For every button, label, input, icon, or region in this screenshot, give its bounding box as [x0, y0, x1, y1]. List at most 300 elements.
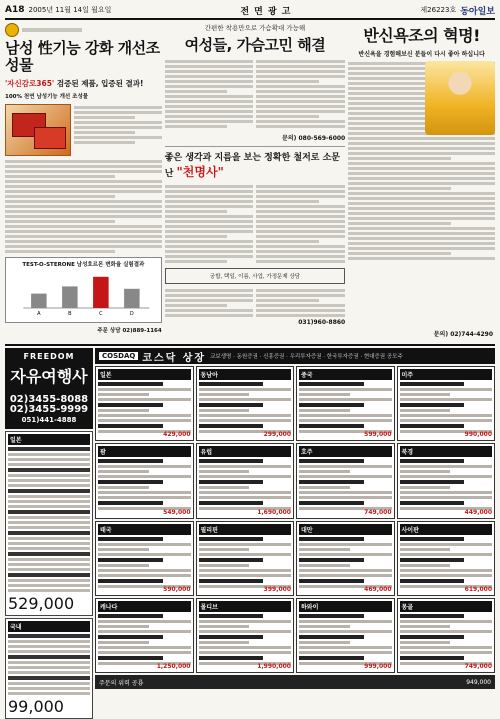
listing-text-line	[8, 671, 90, 674]
listing-region-header	[199, 369, 292, 380]
travel-listing-domestic	[5, 618, 93, 719]
travel-listing-cell	[296, 521, 395, 596]
ad1-product-name: '자신감로365'	[5, 79, 55, 88]
listing-text-line	[199, 553, 292, 556]
listing-text-line	[199, 630, 292, 633]
listing-text-line	[299, 614, 364, 618]
ad1-sub-text: 검증된 제품, 입증된 결과!	[56, 79, 144, 88]
listing-text-line	[8, 547, 90, 550]
ad1-tagline: 100% 천연 남성기능 개선 조성물	[5, 94, 89, 100]
listing-text-line	[98, 641, 149, 644]
ad4-headline-name: "천명사"	[176, 165, 224, 179]
travel-listing-cell	[397, 521, 496, 596]
listing-text-line	[199, 486, 250, 489]
listing-text-line	[400, 569, 493, 572]
kosdaq-title: 코스닥 상장	[142, 352, 207, 364]
listing-text-line	[98, 646, 191, 649]
listing-text-line	[400, 496, 493, 499]
listing-text-line	[8, 584, 90, 587]
listing-region-header	[98, 524, 191, 535]
listing-text-line	[8, 676, 90, 680]
listing-text-line	[199, 414, 292, 417]
travel-listing-cell	[397, 366, 496, 441]
listing-text-line	[199, 403, 264, 407]
listing-text-line	[98, 398, 191, 401]
order-phone: 02)889-1164	[122, 328, 162, 334]
travel-listing-cell	[95, 521, 194, 596]
listing-text-line	[8, 479, 90, 482]
listing-text-line	[400, 651, 493, 654]
listing-text-line	[299, 553, 392, 556]
listing-text-line	[400, 398, 493, 401]
listing-text-line	[98, 424, 163, 428]
listing-text-line	[400, 579, 465, 583]
listing-text-line	[8, 650, 90, 653]
listing-text-line	[400, 641, 451, 644]
travel-listing-cell	[397, 443, 496, 518]
freedom-travel-ad	[5, 348, 93, 429]
listing-text-line	[299, 537, 364, 541]
listing-region-header	[199, 446, 292, 457]
listing-price: 749,000	[364, 508, 392, 516]
listing-text-line	[400, 656, 465, 660]
listing-text-line	[400, 409, 451, 412]
chart-bar-D	[124, 289, 140, 308]
listing-text-line	[199, 641, 250, 644]
listing-text-line	[299, 635, 364, 639]
listing-text-line	[400, 564, 451, 567]
listing-text-line	[199, 398, 292, 401]
listing-text-line	[299, 574, 392, 577]
ad-fortune-teller	[165, 146, 346, 326]
ad2-headline: 여성들, 가슴고민 해결	[184, 36, 326, 54]
listing-price: 590,000	[163, 585, 191, 593]
listing-text-line	[98, 403, 163, 407]
listing-text-line	[299, 496, 392, 499]
section-title: 전 면 광 고	[240, 6, 292, 17]
listing-region-header	[299, 601, 392, 612]
listing-text-line	[8, 634, 90, 638]
listing-text-line	[8, 573, 90, 577]
listing-region-header	[400, 524, 493, 535]
ad1-order	[5, 326, 162, 334]
listing-text-line	[98, 486, 149, 489]
page-number: A18	[5, 5, 25, 15]
listing-text-line	[98, 553, 191, 556]
listing-text-line	[98, 548, 149, 551]
listing-text-line	[400, 459, 465, 463]
listing-text-line	[299, 486, 350, 489]
listing-text-line	[400, 465, 493, 468]
listing-text-line	[199, 475, 292, 478]
travel-listing-grid	[95, 366, 495, 673]
listing-text-line	[199, 465, 292, 468]
listing-text-line	[98, 543, 191, 546]
freedom-phones	[10, 395, 88, 425]
listing-text-line	[199, 409, 250, 412]
listing-text-line	[199, 496, 292, 499]
listing-text-line	[199, 564, 250, 567]
listing-region-header	[8, 434, 90, 445]
travel-listing-cell	[196, 521, 295, 596]
listing-region-header	[199, 601, 292, 612]
listing-text-line	[299, 393, 350, 396]
listing-text-line	[98, 620, 191, 623]
listing-text-line	[8, 579, 90, 582]
listing-text-line	[400, 388, 493, 391]
bar-chart	[8, 268, 159, 316]
listing-text-line	[400, 419, 493, 422]
listing-text-line	[98, 630, 191, 633]
listing-text-line	[8, 568, 90, 571]
chart-tick-B: B	[68, 311, 72, 317]
listing-price: 429,000	[163, 431, 191, 439]
strip-label: 주문의 위력 공룡	[99, 679, 144, 687]
ad3-subheadline: 반신욕을 경험해보신 분들이 다시 좋아 하십니다	[358, 51, 485, 58]
listing-text-line	[8, 537, 90, 540]
listing-text-line	[98, 409, 149, 412]
ad1-copy-lines	[74, 104, 162, 156]
listing-region: 몽골	[401, 603, 414, 611]
listing-text-line	[98, 614, 163, 618]
seal-icon	[5, 23, 19, 37]
ad2-body	[165, 58, 346, 130]
listing-region-header	[98, 446, 191, 457]
listing-price: 99,000	[8, 697, 64, 716]
ad1-result-chart	[5, 257, 162, 323]
kosdaq-banner	[95, 348, 495, 364]
order-label: 주문 상담	[97, 328, 121, 334]
listing-text-line	[299, 424, 364, 428]
left-travel-column	[5, 348, 93, 716]
listing-text-line	[8, 489, 90, 493]
listing-text-line	[199, 543, 292, 546]
listing-price: 449,000	[464, 508, 492, 516]
listing-region: 하와이	[301, 603, 319, 611]
listing-text-line	[299, 656, 364, 660]
listing-price: 999,000	[364, 663, 392, 670]
listing-text-line	[8, 687, 90, 690]
listing-text-line	[400, 625, 451, 628]
listing-text-line	[199, 625, 250, 628]
listing-text-line	[98, 537, 163, 541]
listing-text-line	[199, 424, 264, 428]
listing-text-line	[98, 501, 163, 505]
listing-price: 299,000	[263, 431, 291, 439]
listing-text-line	[299, 564, 350, 567]
listing-text-line	[98, 651, 191, 654]
listing-text-line	[98, 388, 191, 391]
kosdaq-ticker: 교보생명 · 동원증권 · 신흥증권 · 우리투자증권 · 한국투자증권 · 현대증권 공모주	[210, 354, 403, 360]
listing-text-line	[299, 403, 364, 407]
travel-ads-section	[5, 344, 495, 716]
listing-text-line	[8, 558, 90, 561]
listing-text-line	[8, 531, 90, 535]
listing-region: 북경	[401, 449, 414, 457]
issue-date: 2005년 11월 14일 월요일	[28, 6, 112, 14]
listing-text-line	[199, 470, 250, 473]
travel-listing-cell	[95, 598, 194, 673]
listing-text-line	[8, 526, 90, 529]
listing-price: 1,690,000	[257, 508, 291, 516]
listing-text-line	[299, 558, 364, 562]
listing-text-line	[98, 569, 191, 572]
listing-text-line	[299, 543, 392, 546]
travel-listing-cell	[296, 366, 395, 441]
listing-region: 일본	[100, 372, 112, 379]
freedom-name: 자유여행사	[10, 367, 88, 386]
listing-text-line	[299, 388, 392, 391]
listing-price: 990,000	[464, 431, 492, 439]
travel-listing-cell	[95, 366, 194, 441]
paper-name: 동아일보	[460, 6, 495, 17]
ad-male-supplement	[5, 23, 162, 341]
listing-price: 749,000	[464, 663, 492, 670]
listing-region-header	[199, 524, 292, 535]
listing-text-line	[400, 475, 493, 478]
listing-text-line	[299, 620, 392, 623]
listing-text-line	[199, 388, 292, 391]
badge-text-line	[22, 28, 82, 32]
listing-region: 중국	[301, 372, 313, 379]
listing-text-line	[299, 382, 364, 386]
bathtub-photo	[425, 61, 495, 135]
travel-listing-cell	[397, 598, 496, 673]
travel-listing-japan	[5, 431, 93, 616]
travel-listing-cell	[95, 443, 194, 518]
listing-text-line	[199, 579, 264, 583]
ad-half-bath	[348, 23, 495, 341]
listing-text-line	[299, 398, 392, 401]
listing-text-line	[98, 419, 191, 422]
listing-text-line	[98, 475, 191, 478]
listing-text-line	[299, 470, 350, 473]
listing-text-line	[299, 419, 392, 422]
listing-text-line	[199, 393, 250, 396]
listing-text-line	[199, 651, 292, 654]
listing-text-line	[299, 459, 364, 463]
listing-region: 호주	[301, 449, 313, 457]
listing-price: 599,000	[364, 431, 392, 439]
bottom-strip	[95, 675, 495, 689]
listing-text-line	[199, 480, 264, 484]
chart-tick-D: D	[129, 311, 134, 317]
listing-text-line	[98, 480, 163, 484]
listing-text-line	[8, 521, 90, 524]
listing-text-line	[199, 574, 292, 577]
ad2-kicker: 간편한 착용만으로 가슴확대 가능해	[204, 24, 306, 32]
listing-text-line	[400, 480, 465, 484]
listing-text-line	[199, 491, 292, 494]
listing-text-line	[199, 558, 264, 562]
listing-region: 동남아	[200, 372, 218, 379]
listing-text-line	[8, 682, 90, 685]
listing-text-line	[8, 484, 90, 487]
listing-text-line	[98, 491, 191, 494]
listing-region: 괌	[100, 449, 106, 457]
listing-text-line	[98, 465, 191, 468]
listing-text-line	[400, 614, 465, 618]
listing-text-line	[299, 501, 364, 505]
listing-text-line	[8, 589, 90, 592]
listing-text-line	[8, 468, 90, 472]
listing-region: 몰디브	[200, 603, 218, 611]
travel-listing-cell	[196, 443, 295, 518]
listing-text-line	[400, 491, 493, 494]
listing-text-line	[98, 558, 163, 562]
listing-text-line	[299, 465, 392, 468]
listing-text-line	[400, 553, 493, 556]
listing-text-line	[98, 393, 149, 396]
product-box-back	[34, 127, 66, 149]
listing-text-line	[98, 574, 191, 577]
listing-text-line	[98, 656, 163, 660]
ad4-phone: 031)960-8860	[298, 319, 346, 326]
travel-listing-cell	[196, 598, 295, 673]
listing-text-line	[299, 646, 392, 649]
freedom-phone-1: 02)3455-8088	[9, 394, 89, 405]
listing-text-line	[199, 537, 264, 541]
listing-text-line	[400, 548, 451, 551]
listing-price: 619,000	[464, 585, 492, 593]
ad4-services-box: 궁합, 택일, 이름, 사업, 가정문제 상담	[165, 268, 346, 284]
listing-price: 549,000	[163, 508, 191, 516]
chart-tick-A: A	[37, 311, 41, 317]
listing-text-line	[8, 640, 90, 643]
kosdaq-logo: COSDAQ	[99, 352, 138, 360]
issue-number: 제26223호	[420, 6, 457, 14]
listing-text-line	[8, 510, 90, 514]
listing-text-line	[299, 630, 392, 633]
listing-text-line	[199, 419, 292, 422]
listing-text-line	[400, 537, 465, 541]
ad4-headline-pre: 좋은 생각과 지름을 보는 정확한 철저로 소문난	[164, 153, 340, 179]
product-photo	[5, 104, 71, 156]
chart-bar-C	[93, 277, 109, 308]
listing-text-line	[8, 505, 90, 508]
listing-text-line	[400, 558, 465, 562]
listing-text-line	[199, 646, 292, 649]
travel-listing-cell	[296, 443, 395, 518]
listing-text-line	[299, 475, 392, 478]
listing-text-line	[299, 641, 350, 644]
listing-text-line	[400, 630, 493, 633]
ad-breast-and-fortune	[165, 23, 346, 341]
listing-text-line	[199, 620, 292, 623]
listing-text-line	[8, 552, 90, 556]
listing-text-line	[199, 501, 264, 505]
listing-region-header	[299, 446, 392, 457]
listing-text-line	[400, 543, 493, 546]
ad4-headline	[165, 150, 346, 180]
listing-text-line	[199, 614, 264, 618]
listing-text-line	[8, 563, 90, 566]
chart-bar-A	[31, 294, 47, 308]
listing-text-line	[8, 474, 90, 477]
listing-text-line	[98, 635, 163, 639]
listing-region-header	[98, 369, 191, 380]
ad1-headline: 남성 性기능 강화 개선조성물	[5, 39, 160, 74]
listing-text-line	[299, 409, 350, 412]
listing-text-line	[8, 516, 90, 519]
listing-text-line	[98, 564, 149, 567]
listing-region-header	[8, 621, 90, 632]
chart-tick-C: C	[99, 311, 103, 317]
listing-text-line	[400, 403, 465, 407]
listing-region: 미주	[401, 372, 414, 379]
listing-text-line	[400, 635, 465, 639]
listing-text-line	[400, 486, 451, 489]
listing-region: 사이판	[401, 526, 419, 534]
listing-price: 469,000	[364, 585, 392, 593]
listing-region-header	[400, 446, 493, 457]
listing-region-header	[299, 524, 392, 535]
listing-text-line	[199, 459, 264, 463]
listing-region: 일본	[10, 437, 22, 444]
listing-text-line	[8, 500, 90, 503]
listing-text-line	[199, 382, 264, 386]
listing-text-line	[199, 635, 264, 639]
listing-text-line	[8, 666, 90, 669]
listing-text-line	[8, 463, 90, 466]
listing-text-line	[400, 470, 451, 473]
listing-price: 399,000	[263, 585, 291, 593]
listing-text-line	[8, 661, 90, 664]
masthead	[5, 4, 495, 20]
listing-text-line	[299, 579, 364, 583]
listing-text-line	[400, 620, 493, 623]
listing-price: 1,990,000	[257, 663, 291, 670]
listing-region-header	[400, 369, 493, 380]
listing-text-line	[299, 548, 350, 551]
top-ads	[5, 23, 495, 341]
listing-text-line	[8, 447, 90, 451]
listing-region: 태국	[100, 526, 112, 534]
listing-text-line	[299, 625, 350, 628]
ad1-product-box	[5, 104, 162, 156]
ad1-subheadline	[5, 78, 162, 89]
listing-region: 대만	[301, 526, 313, 534]
listing-text-line	[98, 579, 163, 583]
listing-text-line	[400, 646, 493, 649]
listing-text-line	[98, 382, 163, 386]
listing-text-line	[8, 495, 90, 498]
listing-text-line	[98, 625, 149, 628]
ad2-contact: 문의) 080-569-6000	[282, 135, 346, 142]
listing-text-line	[299, 414, 392, 417]
listing-text-line	[400, 382, 465, 386]
listing-text-line	[299, 569, 392, 572]
ad3-contact: 문의) 02)744-4290	[433, 331, 493, 338]
listing-region: 유럽	[200, 449, 213, 457]
listing-text-line	[400, 414, 493, 417]
listing-text-line	[8, 453, 90, 456]
listing-text-line	[98, 470, 149, 473]
listing-text-line	[8, 692, 90, 695]
ad3-headline: 반신욕조의 혁명!	[363, 26, 480, 45]
travel-listing-cell	[296, 598, 395, 673]
listing-text-line	[98, 459, 163, 463]
chart-title: TEST-O-STERONE 남성호르몬 변화율 실험결과	[22, 262, 145, 268]
listing-region-header	[299, 369, 392, 380]
freedom-phone-2: 02)3455-9999	[9, 404, 89, 415]
listing-region: 필리핀	[200, 526, 218, 534]
listing-text-line	[8, 645, 90, 648]
listing-text-line	[98, 496, 191, 499]
freedom-logo: FREEDOM	[23, 352, 75, 361]
certification-badge	[5, 23, 162, 37]
listing-price: 1,250,000	[156, 663, 191, 670]
